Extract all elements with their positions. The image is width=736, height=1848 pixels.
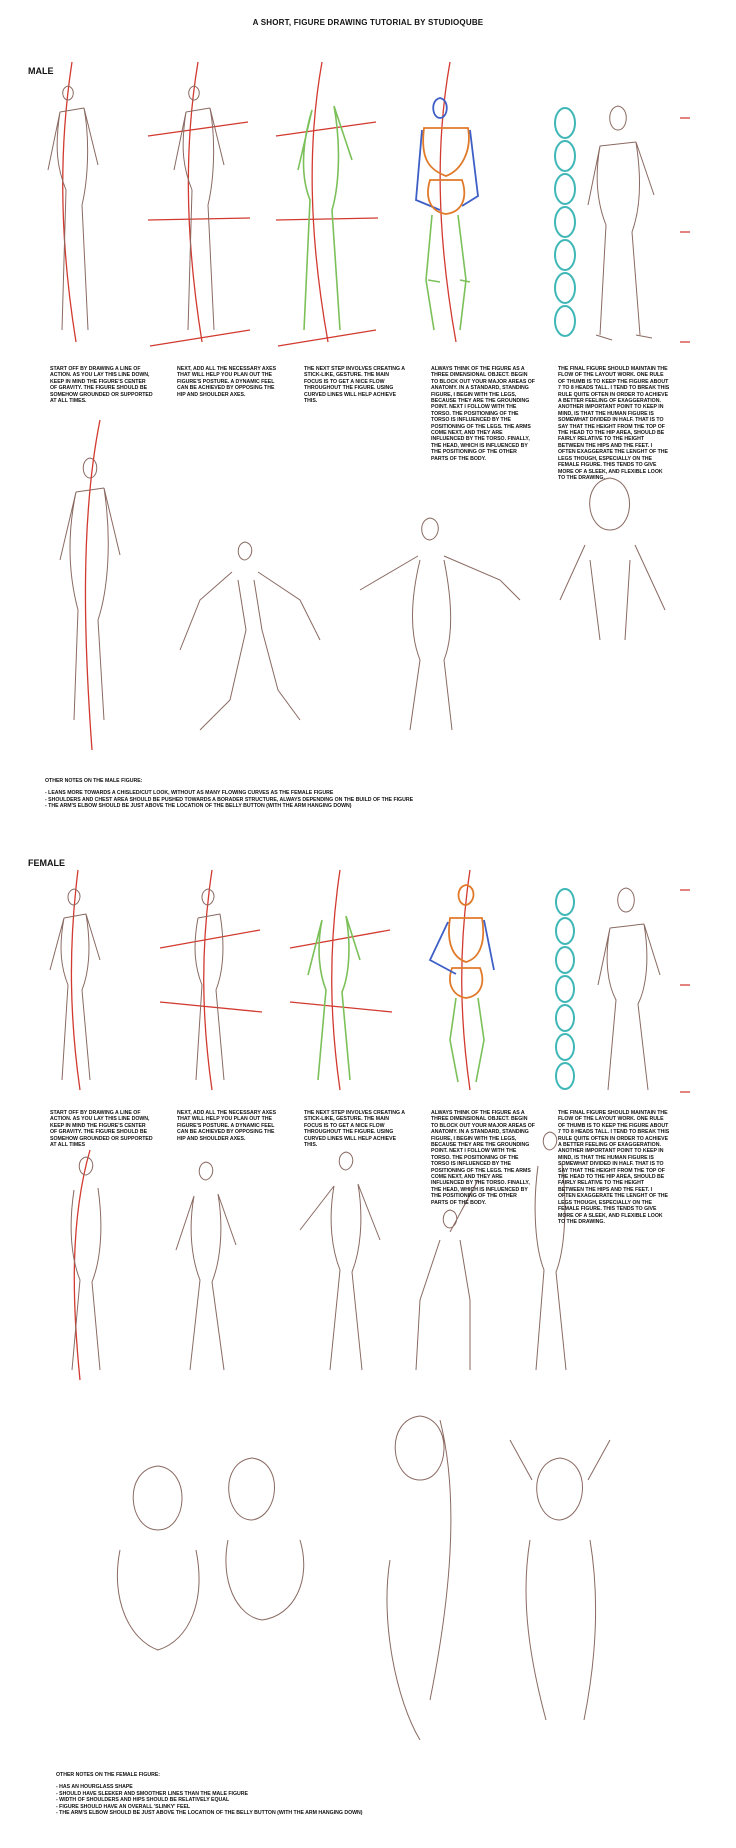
female-note: - THE ARM'S ELBOW SHOULD BE JUST ABOVE THE LOCATION OF THE BELLY BUTTON (WITH THE ARM HANGING DOWN) xyxy=(56,1810,363,1817)
female-notes-heading: OTHER NOTES ON THE FEMALE FIGURE: xyxy=(56,1772,161,1778)
female-step-4-figure xyxy=(430,870,494,1090)
male-note: - LEANS MORE TOWARDS A CHISLED/CUT LOOK, WITHOUT AS MANY FLOWING CURVES AS THE FEMALE FIGURE xyxy=(45,790,334,797)
male-note: - THE ARM'S ELBOW SHOULD BE JUST ABOVE THE LOCATION OF THE BELLY BUTTON (WITH THE ARM HANGING DOWN) xyxy=(45,803,352,810)
female-note: - FIGURE SHOULD HAVE AN OVERALL 'SLINKY' FEEL xyxy=(56,1803,191,1810)
female-step-1-figure xyxy=(50,870,100,1090)
female-note: - WIDTH OF SHOULDERS AND HIPS SHOULD BE RELATIVELY EQUAL xyxy=(56,1797,230,1804)
female-note: - HAS AN HOURGLASS SHAPE xyxy=(56,1784,133,1791)
male-note: - SHOULDERS AND CHEST AREA SHOULD BE PUSHED TOWARDS A BORADER STRUCTURE, ALWAYS DEPENDING ON THE BUILD OF THE FIGURE xyxy=(45,796,414,803)
female-caption-2: NEXT, ADD ALL THE NECESSARY AXES THAT WILL HELP YOU PLAN OUT THE FIGURE'S POSTURE. A DYNAMIC FEEL CAN BE ACHIEVED BY OPPOSING THE HIP AND SHOULDER AXES. xyxy=(177,1110,277,1142)
female-detail-sketches xyxy=(117,1416,610,1740)
male-caption-3: THE NEXT STEP INVOLVES CREATING A STICK-LIKE, GESTURE. THE MAIN FOCUS IS TO GET A NICE FLOW THROUGHOUT THE FIGURE. USING CURVED LINES WILL HELP ACHIEVE THIS. xyxy=(304,366,405,405)
male-caption-1: START OFF BY DRAWING A LINE OF ACTION. AS YOU LAY THIS LINE DOWN, KEEP IN MIND THE FIGURE'S CENTER OF GRAVITY. THE FIGURE SHOULD BE SOMEHOW GROUNDED OR SUPPORTED AT ALL TIMES. xyxy=(50,366,153,405)
female-step-5-head-ovals xyxy=(556,889,690,1092)
female-step-5-figure xyxy=(598,888,660,1090)
male-caption-4: ALWAYS THINK OF THE FIGURE AS A THREE DIMENSIONAL OBJECT. BEGIN TO BLOCK OUT YOUR MAJOR AREAS OF ANATOMY. IN A STANDARD, STANDING FIGURE, I BEGIN WITH THE LEGS, BECAUSE THEY ARE THE GROUNDING POINT. NEXT I FOLLOW WITH THE TORSO. THE POSITIONING OF THE TORSO IS INFLUENCED BY THE POSITIONING OF THE LEGS. THE ARMS COME NEXT, AND THEY ARE INFLUENCED BY THE TORSO. FINALLY, THE HEAD, WHICH IS INFLUENCED BY THE POSITIONING OF THE OTHER PARTS OF THE BODY. xyxy=(431,366,535,462)
male-heading: MALE xyxy=(28,66,54,76)
male-caption-2: NEXT, ADD ALL THE NECESSARY AXES THAT WILL HELP YOU PLAN OUT THE FIGURE'S POSTURE. A DYNAMIC FEEL CAN BE ACHIEVED BY OPPOSING THE HIP AND SHOULDER AXES. xyxy=(177,366,277,398)
female-notes xyxy=(56,1772,363,1816)
female-caption-5: THE FINAL FIGURE SHOULD MAINTAIN THE FLOW OF THE LAYOUT WORK. ONE RULE OF THUMB IS TO KEEP THE FIGURE ABOUT 7 TO 8 HEADS TALL. I TEND TO BREAK THIS RULE QUITE OFTEN IN ORDER TO ACHIEVE A BETTER FEELING OF EXAGGERATION. ANOTHER IMPORTANT POINT TO KEEP IN MIND, IS THAT THE HUMAN FIGURE IS SOMEWHAT DIVIDED IN HALF. THAT IS TO SAY THAT THE HEIGHT FROM THE TOP OF THE HEAD TO THE HIP AREA, SHOULD BE FAIRLY RELATIVE TO THE HEIGHT BETWEEN THE HIPS AND THE FEET. I OFTEN EXAGGERATE THE LENGHT OF THE LEGS THOUGH, ESPECIALLY ON THE FEMALE FIGURE. THIS TENDS TO GIVE MORE OF A SLEEK, AND FLEXIBLE LOOK TO THE DRAWING. xyxy=(558,1110,670,1225)
female-step-3-figure xyxy=(290,870,392,1090)
male-caption-5: THE FINAL FIGURE SHOULD MAINTAIN THE FLOW OF THE LAYOUT WORK. ONE RULE OF THUMB IS TO KEEP THE FIGURE ABOUT 7 TO 8 HEADS TALL. I TEND TO BREAK THIS RULE QUITE OFTEN IN ORDER TO ACHIEVE A BETTER FEELING OF EXAGGERATION. ANOTHER IMPORTANT POINT TO KEEP IN MIND, IS THAT THE HUMAN FIGURE IS SOMEWHAT DIVIDED IN HALF. THAT IS TO SAY THAT THE HEIGHT FROM THE TOP OF THE HEAD TO THE HIP AREA, SHOULD BE FAIRLY RELATIVE TO THE HEIGHT BETWEEN THE HIPS AND THE FEET. I OFTEN EXAGGERATE THE LENGHT OF THE LEGS THOUGH, ESPECIALLY ON THE FEMALE FIGURE. THIS TENDS TO GIVE MORE OF A SLEEK, AND FLEXIBLE LOOK TO THE DRAWING. xyxy=(558,366,670,481)
male-notes-heading: OTHER NOTES ON THE MALE FIGURE: xyxy=(45,778,143,784)
female-caption-1: START OFF BY DRAWING A LINE OF ACTION. AS YOU LAY THIS LINE DOWN, KEEP IN MIND THE FIGURE'S CENTER OF GRAVITY. THE FIGURE SHOULD BE SOMEHOW GROUNDED OR SUPPORTED AT ALL TIMES xyxy=(50,1110,153,1149)
female-step-2-figure xyxy=(160,870,262,1090)
female-heading: FEMALE xyxy=(28,858,65,868)
female-caption-4: ALWAYS THINK OF THE FIGURE AS A THREE DIMENSIONAL OBJECT. BEGIN TO BLOCK OUT YOUR MAJOR AREAS OF ANATOMY. IN A STANDARD, STANDING FIGURE, I BEGIN WITH THE LEGS, BECAUSE THEY ARE THE GROUNDING POINT. NEXT I FOLLOW WITH THE TORSO. THE POSITIONING OF THE TORSO IS INFLUENCED BY THE POSITIONING OF THE LEGS. THE ARMS COME NEXT, AND THEY ARE INFLUENCED BY THE TORSO. FINALLY, THE HEAD, WHICH IS INFLUENCED BY THE POSITIONING OF THE OTHER PARTS OF THE BODY. xyxy=(431,1110,535,1206)
page-title: A SHORT, FIGURE DRAWING TUTORIAL BY STUDIOQUBE xyxy=(252,18,484,27)
female-note: - SHOULD HAVE SLEEKER AND SMOOTHER LINES THAN THE MALE FIGURE xyxy=(56,1790,248,1797)
female-caption-3: THE NEXT STEP INVOLVES CREATING A STICK-LIKE, GESTURE. THE MAIN FOCUS IS TO GET A NICE FLOW THROUGHOUT THE FIGURE. USING CURVED LINES WILL HELP ACHIEVE THIS. xyxy=(304,1110,405,1149)
